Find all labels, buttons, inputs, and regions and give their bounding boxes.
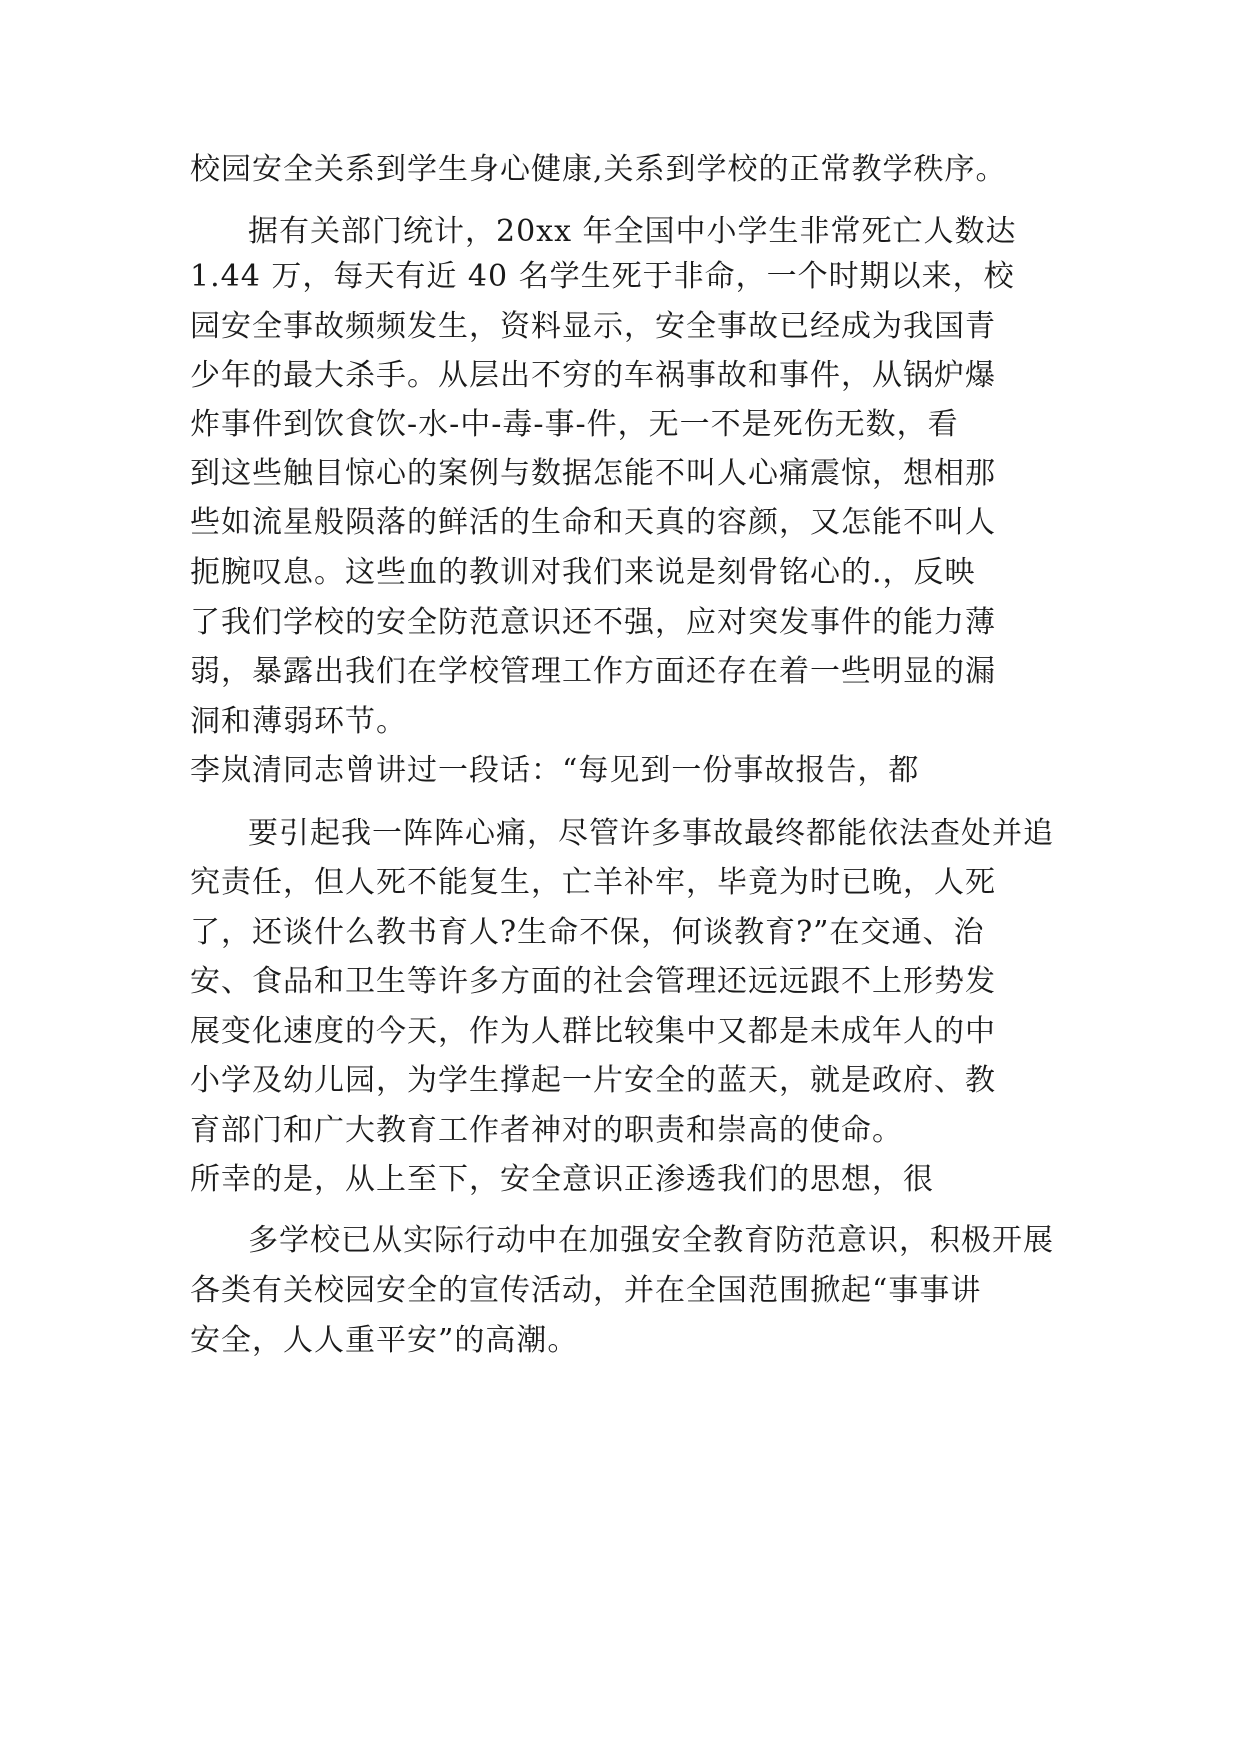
text-line: 小学及幼儿园，为学生撑起一片安全的蓝天，就是政府、教: [190, 1063, 996, 1098]
text-line: 育部门和广大教育工作者神对的职责和崇高的使命。: [190, 1113, 903, 1148]
text-line: 究责任，但人死不能复生，亡羊补牢，毕竟为时已晚，人死: [190, 865, 996, 900]
text-line: 到这些触目惊心的案例与数据怎能不叫人心痛震惊，想相那: [190, 456, 996, 491]
text-line: 各类有关校园安全的宣传活动，并在全国范围掀起“事事讲: [190, 1273, 982, 1308]
text-line: 安、食品和卫生等许多方面的社会管理还远远跟不上形势发: [190, 964, 996, 999]
text-line: 些如流星般陨落的鲜活的生命和天真的容颜，又怎能不叫人: [190, 505, 996, 540]
text-line: 炸事件到饮食饮-水-中-毒-事-件，无一不是死伤无数，看: [190, 407, 959, 442]
text-line: 园安全事故频频发生，资料显示，安全事故已经成为我国青: [190, 309, 996, 344]
text-line: 李岚清同志曾讲过一段话：“每见到一份事故报告，都: [190, 753, 920, 788]
text-line: 少年的最大杀手。从层出不穷的车祸事故和事件，从锅炉爆: [190, 358, 996, 393]
text-line: 了我们学校的安全防范意识还不强，应对突发事件的能力薄: [190, 605, 996, 640]
text-line: 展变化速度的今天，作为人群比较集中又都是未成年人的中: [190, 1014, 996, 1049]
paragraph-first-line: 多学校已从实际行动中在加强安全教育防范意识，积极开展: [248, 1223, 1054, 1258]
text-line: 扼腕叹息。这些血的教训对我们来说是刻骨铭心的.，反映: [190, 555, 976, 590]
paragraph-first-line: 据有关部门统计，20xx 年全国中小学生非常死亡人数达: [248, 214, 1017, 249]
text-line: 所幸的是，从上至下，安全意识正渗透我们的思想，很: [190, 1162, 934, 1197]
text-line: 1.44 万，每天有近 40 名学生死于非命，一个时期以来，校: [190, 259, 1015, 294]
text-line: 了，还谈什么教书育人?生命不保，何谈教育?”在交通、治: [190, 915, 985, 950]
text-line: 洞和薄弱环节。: [190, 704, 407, 739]
text-line: 弱，暴露出我们在学校管理工作方面还存在着一些明显的漏: [190, 654, 996, 689]
text-line: 安全，人人重平安”的高潮。: [190, 1323, 579, 1358]
paragraph-first-line: 要引起我一阵阵心痛，尽管许多事故最终都能依法查处并追: [248, 816, 1054, 851]
text-line: 校园安全关系到学生身心健康,关系到学校的正常教学秩序。: [190, 152, 1007, 187]
